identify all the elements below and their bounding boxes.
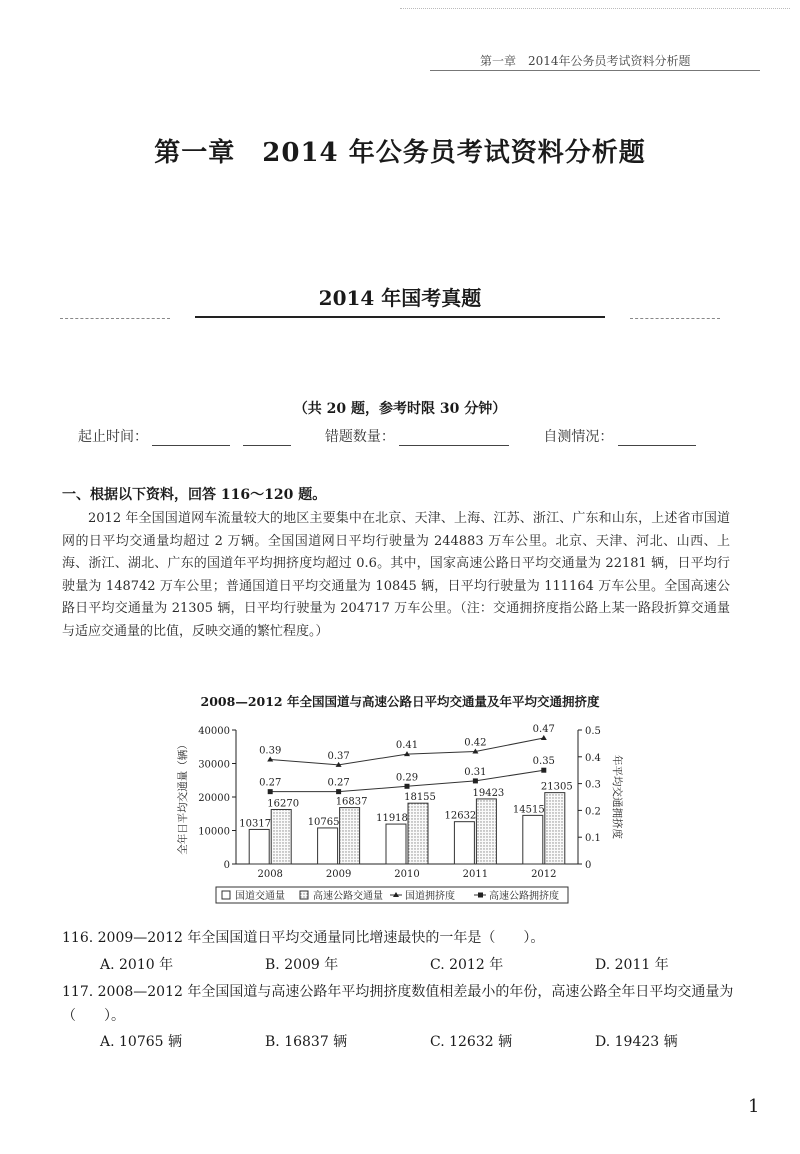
self-eval-field[interactable]	[543, 426, 695, 446]
x-tick-label: 2008	[257, 869, 283, 880]
question-number: 117.	[62, 984, 94, 1000]
y-tick-label: 10000	[198, 826, 230, 838]
start-time-label: 起止时间：	[78, 429, 148, 445]
legend-label: 国道拥挤度	[405, 891, 455, 902]
national-road-congestion-label: 0.37	[327, 750, 350, 762]
section-rule-right	[630, 318, 720, 319]
bar-expressway-label: 16837	[335, 796, 368, 808]
national-road-congestion-label: 0.47	[532, 724, 555, 736]
bar-expressway	[340, 808, 360, 864]
x-tick-label: 2011	[462, 869, 489, 880]
option-a[interactable]: A. 2010 年	[100, 957, 174, 973]
y2-tick-label: 0.2	[585, 806, 601, 818]
bar-expressway-label: 16270	[267, 798, 300, 810]
question-117	[62, 980, 734, 1028]
legend-label: 高速公路交通量	[313, 891, 383, 902]
section-title: 2014 年国考真题	[318, 286, 482, 310]
y2-tick-label: 0.5	[585, 726, 601, 737]
y-axis-title: 全年日平均交通量（辆）	[177, 739, 189, 855]
marker-expressway-congestion	[336, 789, 341, 794]
page-number: 1	[748, 1096, 760, 1117]
marker-national-road-congestion	[267, 756, 273, 761]
bar-national-road	[318, 828, 338, 864]
scan-edge-line	[400, 8, 790, 9]
start-time-blank[interactable]	[152, 431, 230, 446]
chapter-title: 第一章 2014 年公务员考试资料分析题	[154, 138, 646, 168]
bar-expressway	[408, 803, 428, 864]
bar-expressway-label: 21305	[540, 781, 573, 793]
national-road-congestion-label: 0.42	[464, 737, 487, 749]
running-head: 第一章 2014年公务员考试资料分析题	[480, 54, 691, 68]
option-d[interactable]: D. 2011 年	[595, 957, 669, 973]
bar-national-road	[454, 822, 474, 864]
option-b[interactable]: B. 16837 辆	[265, 1034, 348, 1050]
y-tick-label: 40000	[198, 726, 230, 737]
legend-swatch-expressway	[300, 891, 308, 899]
exam-info: （共 20 题，参考时限 30 分钟）	[293, 401, 507, 417]
question-116-options	[100, 954, 740, 974]
legend-label: 高速公路拥挤度	[489, 891, 559, 902]
bar-expressway-label: 19423	[472, 787, 505, 799]
y2-tick-label: 0.1	[585, 833, 601, 845]
self-record-row	[78, 426, 738, 446]
bar-expressway-label: 18155	[404, 792, 436, 804]
x-tick-label: 2010	[394, 869, 420, 880]
wrong-count-field[interactable]	[325, 426, 509, 446]
marker-expressway-congestion	[473, 778, 478, 783]
bar-national-road-label: 10317	[239, 818, 272, 830]
bar-expressway	[271, 809, 291, 864]
expressway-congestion-label: 0.35	[532, 756, 555, 768]
national-road-congestion-label: 0.39	[259, 745, 282, 757]
x-tick-label: 2012	[531, 869, 557, 880]
bar-national-road-label: 10765	[307, 816, 340, 828]
expressway-congestion-label: 0.27	[259, 777, 282, 789]
y-tick-label: 0	[223, 860, 230, 871]
y2-tick-label: 0.4	[585, 752, 601, 764]
start-time-field[interactable]	[78, 426, 291, 446]
y2-axis-title: 年平均交通拥挤度	[611, 755, 623, 839]
bar-expressway	[545, 793, 565, 864]
header-rule	[430, 70, 760, 71]
legend-swatch-national-road	[222, 891, 230, 899]
question-text: 2009—2012 年全国国道日平均交通量同比增速最快的一年是（ ）。	[97, 930, 545, 946]
expressway-congestion-label: 0.31	[464, 766, 487, 778]
y-tick-label: 20000	[198, 793, 230, 804]
bar-national-road	[386, 824, 406, 864]
bar-expressway	[476, 799, 496, 864]
wrong-count-label: 错题数量：	[324, 429, 395, 445]
option-c[interactable]: C. 12632 辆	[430, 1034, 513, 1050]
bar-national-road-label: 11918	[376, 813, 408, 825]
option-a[interactable]: A. 10765 辆	[100, 1034, 182, 1050]
legend-marker-expressway	[478, 893, 483, 898]
question-intro: 一、根据以下资料，回答 116～120 题。	[62, 487, 327, 503]
question-number: 116.	[62, 930, 94, 946]
passage-text: 2012 年全国国道网车流量较大的地区主要集中在北京、天津、上海、江苏、浙江、广东和山东，上述省市国道网的日平均交通量均超过 2 万辆。全国国道网日平均行驶量为 244883 万车公里。北京、天津、河北、山西、上海、浙江、湖北、广东的国道年平均拥挤度均超过 0.6。其中，国家高速公路日平均交通量为 22181 辆，日平均行驶量为 148742 万车公里；普通国道日平均交通量为 10845 辆，日平均行驶量为 111164 万车公里。全国高速公路日平均交通量为 21305 辆，日平均行驶量为 204717 万车公里。（注：交通拥挤度指公路上某一路段折算交通量与适应交通量的比值，反映交通的繁忙程度。）	[62, 511, 730, 639]
option-d[interactable]: D. 19423 辆	[595, 1034, 678, 1050]
y2-tick-label: 0	[585, 860, 592, 871]
expressway-congestion-label: 0.29	[395, 772, 419, 784]
y-tick-label: 30000	[198, 759, 230, 771]
question-116	[62, 927, 742, 947]
marker-expressway-congestion	[268, 789, 273, 794]
legend-label: 国道交通量	[235, 891, 285, 902]
bar-national-road-label: 12632	[444, 810, 477, 822]
bar-national-road-label: 14515	[512, 804, 545, 816]
national-road-congestion-label: 0.41	[395, 740, 419, 752]
question-text: 2008—2012 年全国国道与高速公路年平均拥挤度数值相差最小的年份，高速公路全年日平均交通量为（ ）。	[62, 984, 734, 1024]
traffic-chart	[150, 716, 630, 914]
chart-title: 2008—2012 年全国国道与高速公路日平均交通量及年平均交通拥挤度	[200, 694, 600, 709]
section-rule-left	[60, 318, 170, 319]
expressway-congestion-label: 0.27	[327, 777, 350, 789]
y2-tick-label: 0.3	[585, 779, 601, 791]
marker-expressway-congestion	[541, 768, 546, 773]
end-time-blank[interactable]	[243, 431, 291, 446]
marker-expressway-congestion	[405, 784, 410, 789]
bar-national-road	[249, 829, 269, 864]
bar-national-road	[523, 815, 543, 864]
wrong-count-blank[interactable]	[399, 431, 509, 446]
section-rule	[195, 316, 605, 318]
question-117-options	[100, 1031, 740, 1051]
option-b[interactable]: B. 2009 年	[265, 957, 339, 973]
self-eval-blank[interactable]	[618, 431, 696, 446]
marker-national-road-congestion	[541, 735, 547, 740]
self-eval-label: 自测情况：	[543, 429, 614, 445]
option-c[interactable]: C. 2012 年	[430, 957, 504, 973]
x-tick-label: 2009	[325, 869, 352, 880]
